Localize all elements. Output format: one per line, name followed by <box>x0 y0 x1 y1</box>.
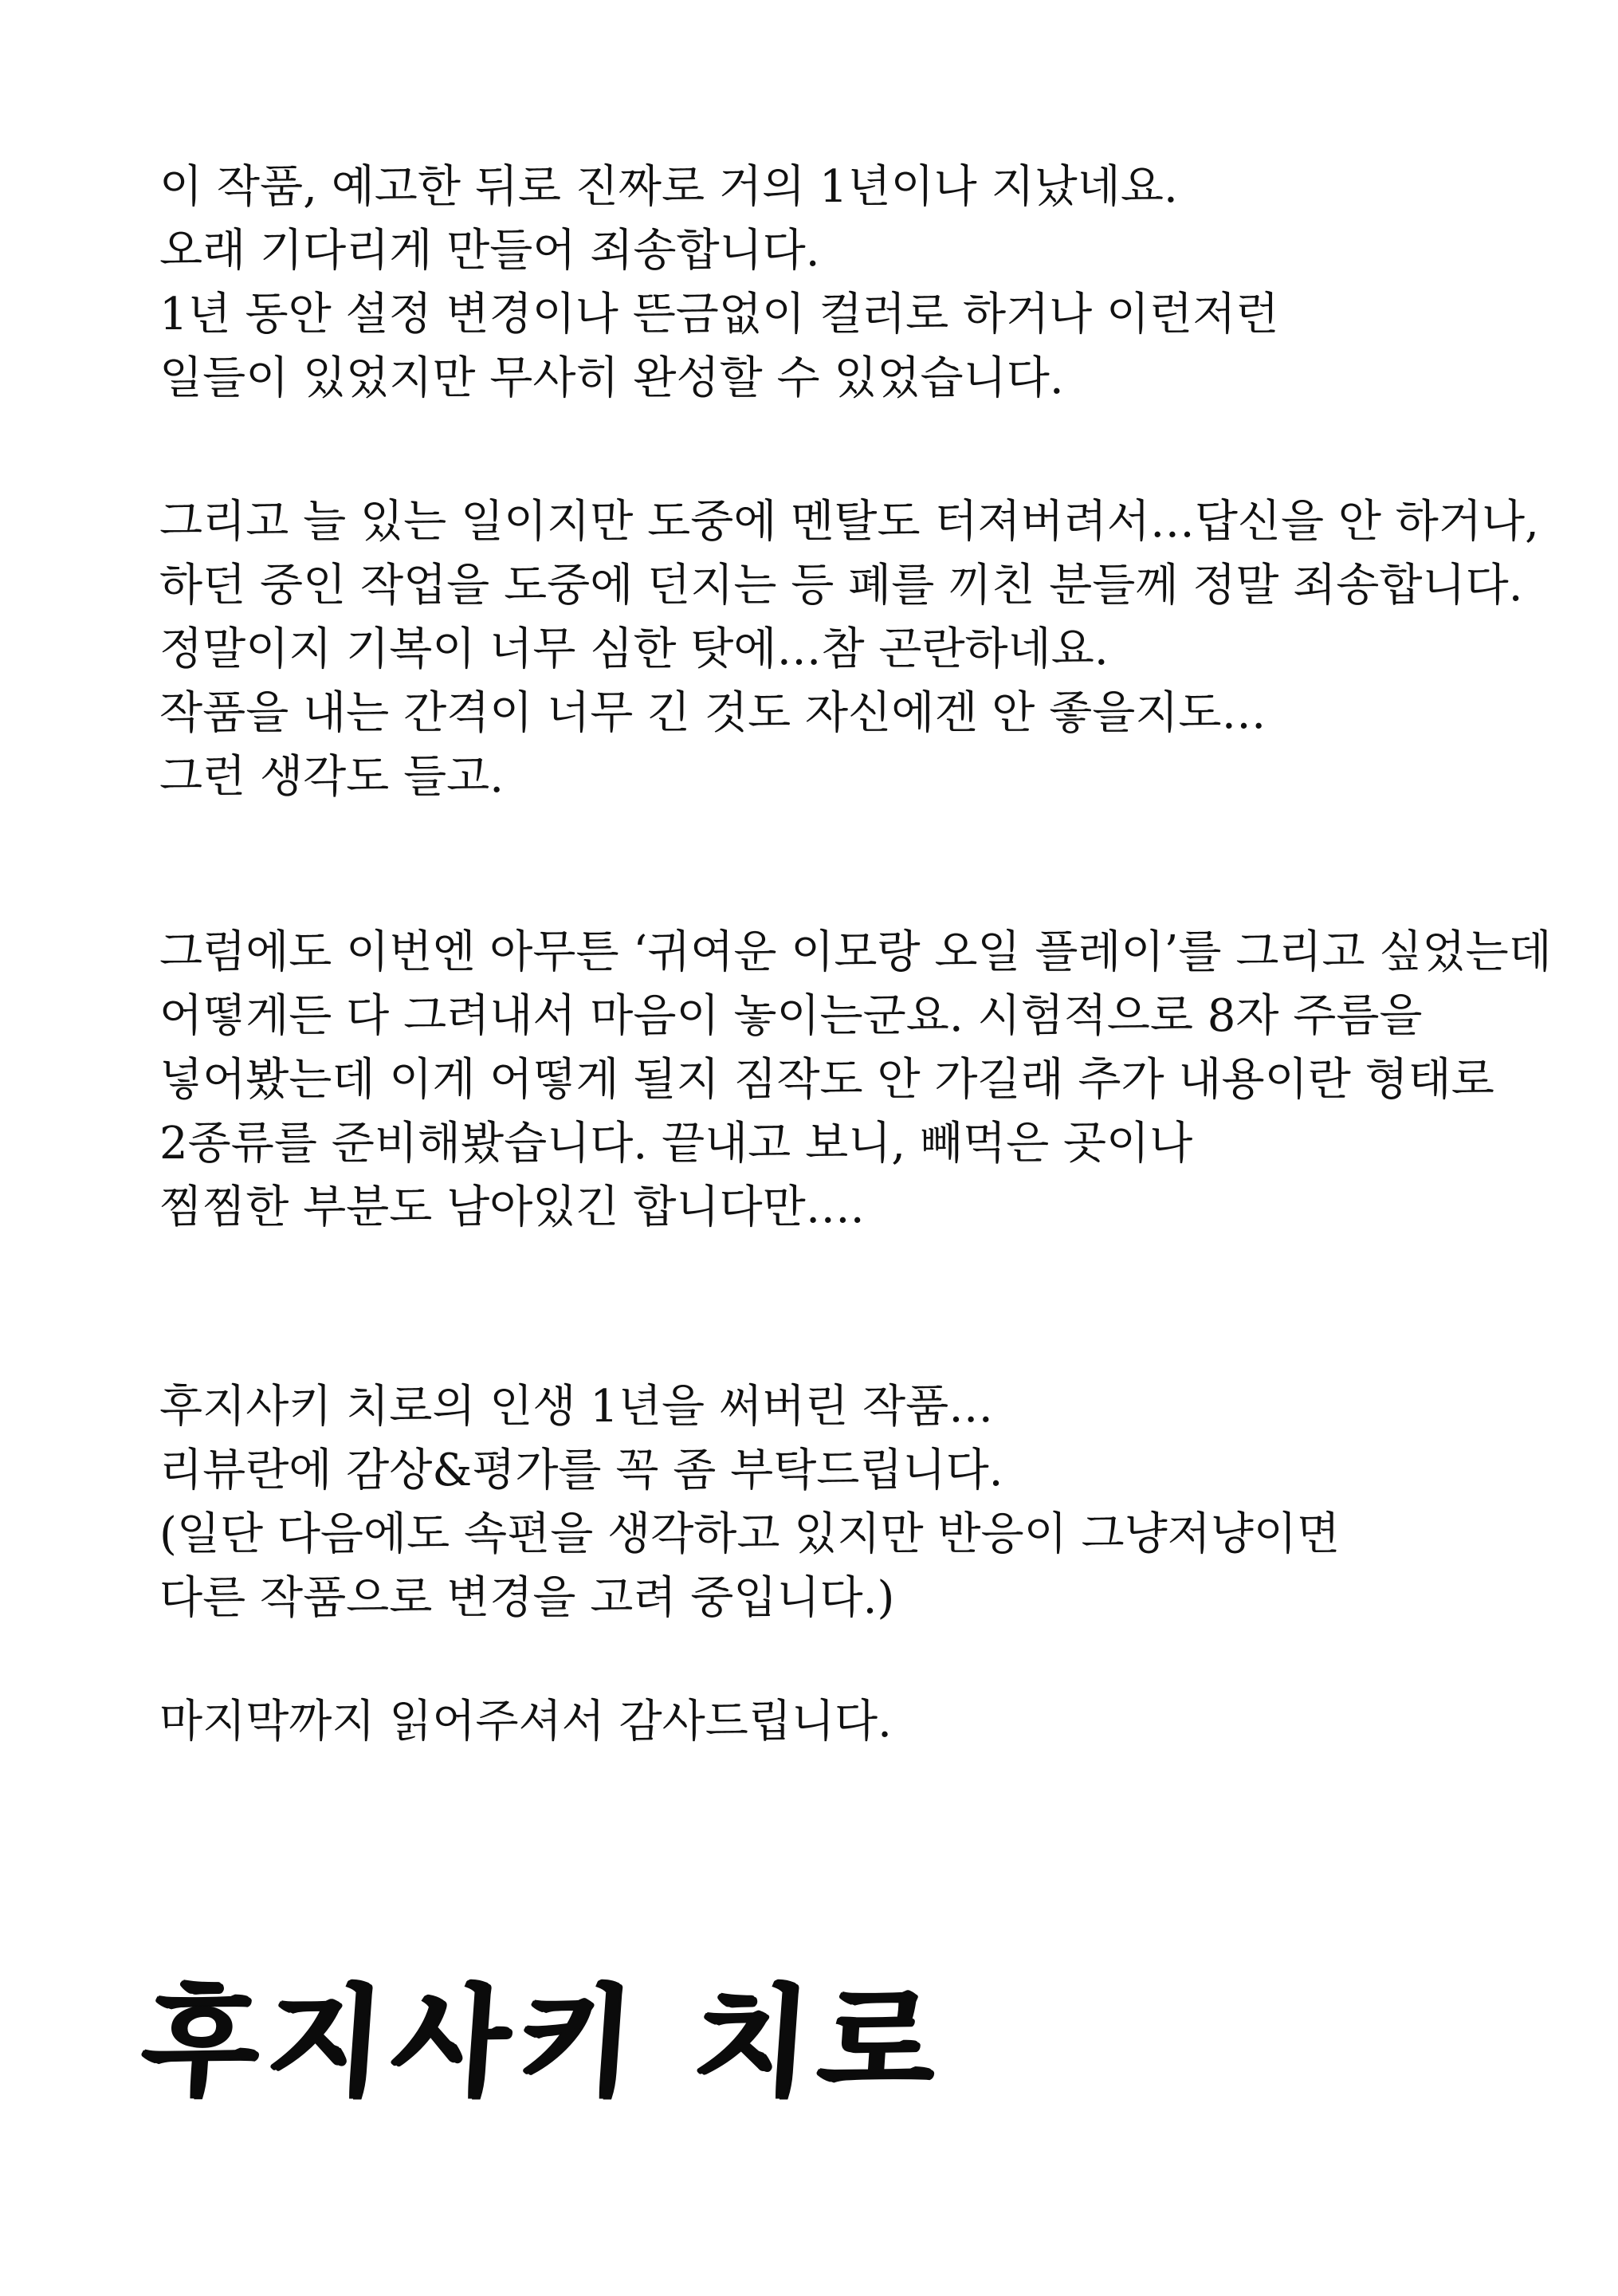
author-signature: 후지사키 치로 <box>137 1973 949 2112</box>
text-line: 그럼에도 이번엔 아무튼 ‘귀여운 이모랑 오일 플레이’를 그리고 싶었는데 <box>159 926 1552 978</box>
text-line: 어떻게든 다 그려내서 마음이 놓이는군요. 시험적으로 8자 주름을 <box>159 990 1423 1042</box>
paragraph-thanks <box>159 1690 1578 1754</box>
text-line: 다른 작품으로 변경을 고려 중입니다.) <box>159 1572 895 1624</box>
text-line: 그런 생각도 들고. <box>159 751 505 803</box>
text-line: 2종류를 준비해봤습니다. 끝내고 보니, 빼먹은 곳이나 <box>159 1118 1193 1170</box>
text-line: 찜찜한 부분도 남아있긴 합니다만…. <box>159 1181 865 1233</box>
paragraph-apology <box>159 155 1578 411</box>
text-line: 넣어봤는데 이게 어떻게 될지 짐작도 안 가길래 추가 내용이란 형태로 <box>159 1054 1494 1106</box>
text-line: 오래 기다리게 만들어 죄송합니다. <box>159 225 820 277</box>
paragraph-about-work <box>159 921 1578 1240</box>
text-line: 이 작품, 예고한 뒤로 진짜로 거의 1년이나 지났네요. <box>159 161 1178 213</box>
text-line: 1년 동안 설정 변경이나 뜬금없이 컬러로 하거나 이런저런 <box>159 289 1279 340</box>
text-line: 작품을 내는 간격이 너무 긴 것도 자신에겐 안 좋을지도… <box>159 687 1267 739</box>
text-line: 정말이지 기복이 너무 심한 탓에…참 곤란하네요. <box>159 623 1109 675</box>
text-line: 일들이 있었지만 무사히 완성할 수 있었습니다. <box>159 352 1064 404</box>
text-line: (일단 다음에도 속편을 생각하고 있지만 반응이 그냥저냥이면 <box>159 1508 1341 1560</box>
text-line: 하던 중인 작업을 도중에 던지는 등 폐를 끼친 분들께 정말 죄송합니다. <box>159 560 1523 611</box>
paragraph-review-request <box>159 1375 1578 1630</box>
paragraph-mental-state <box>159 490 1578 809</box>
text-line: 마지막까지 읽어주셔서 감사드립니다. <box>159 1696 892 1748</box>
text-line: 그리고 늘 있는 일이지만 도중에 멘탈도 터져버려서…답신을 안 하거나, <box>159 496 1539 548</box>
text-line: 후지사키 치로의 인생 1년을 써버린 작품… <box>159 1381 994 1433</box>
text-line: 리뷰란에 감상&평가를 꼭 좀 부탁드립니다. <box>159 1445 1003 1496</box>
